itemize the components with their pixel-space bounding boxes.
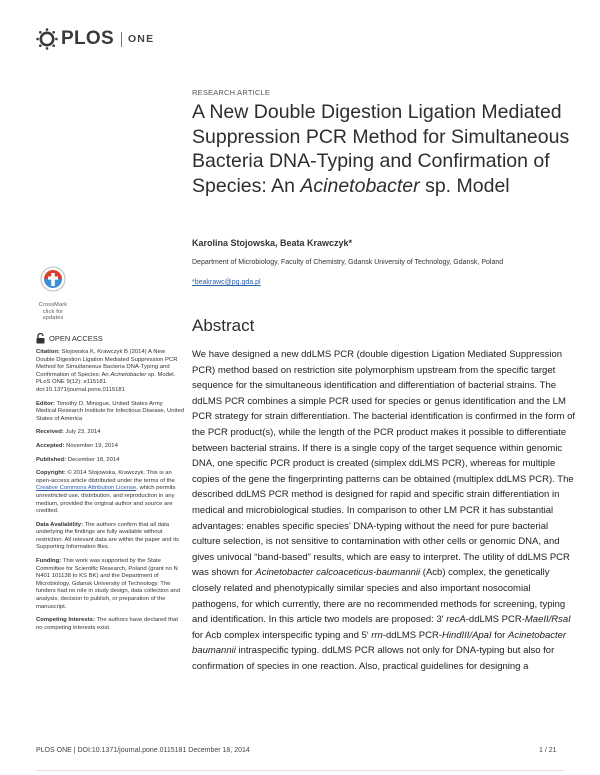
- article-metadata-sidebar: [36, 349, 184, 638]
- funding-block: Funding: This work was supported by the State Committee for Scientific Research, Poland (grant no N N401 101138 to KS BK) and the Department of Microbiology, Gdansk University of Technology. The funders had no role in study design, data collection and analysis, decision to publish, or preparation of the manuscript.: [36, 558, 181, 610]
- crossmark-label: CrossMark: [38, 302, 68, 308]
- competing-interests-block: Competing Interests: The authors have declared that no competing interests exist.: [36, 617, 178, 631]
- open-access-badge: [36, 333, 103, 344]
- author-list: Karolina Stojowska, Beata Krawczyk*: [192, 238, 353, 248]
- citation-block: Citation: Stojowska K, Krawczyk B (2014) A New Double Digestion Ligation Mediated Suppression PCR Method for Simultaneous Bacteria DNA-Typing and Confirmation of Species: An Acinetobacter sp. Model. PLoS ONE 9(12): e115181. doi:10.1371/journal.pone.0115181: [36, 349, 178, 393]
- license-link[interactable]: Creative Commons Attribution License: [36, 485, 137, 492]
- footer-citation: PLOS ONE | DOI:10.1371/journal.pone.0115181 December 18, 2014: [36, 747, 250, 754]
- journal-name: ONE: [127, 33, 155, 45]
- affiliation: Department of Microbiology, Faculty of Chemistry, Gdansk University of Technology, Gdansk, Poland: [192, 259, 504, 266]
- editor-block: Editor: Timothy D. Minogue, United States Army Medical Research Institute for Infectious Disease, United States of America: [36, 400, 184, 422]
- crossmark-badge[interactable]: [36, 266, 70, 321]
- article-title: A New Double Digestion Ligation Mediated Suppression PCR Method for Simultaneous Bacteria DNA-Typing and Confirmation of Species: An Acinetobacter sp. Model: [192, 101, 570, 198]
- plos-logo-icon: [36, 28, 58, 50]
- footer-divider: [36, 770, 564, 771]
- abstract-body: We have designed a new ddLMS PCR (double digestion Ligation Mediated Suppression PCR) method based on restriction site polymorphism upstream from the specific target sequence for the simultaneous identification and differentiation of bacterial strains. The ddLMS PCR combines a simple PCR used for species or genus identification and the LM PCR strategy for strain differentiation. The bacterial identification is confirmed in the form of the PCR product(s), while the length of the PCR product makes it possible to differentiate between bacterial strains. If there is a single copy of the target sequence within genomic DNA, one specific PCR product is created (simplex ddLMS PCR), whereas for multiple copies of the gene the fingerprinting patterns can be obtained (multiplex ddLMS PCR). The described ddLMS PCR method is designed for rapid and specific strain differentiation in medical and microbiological studies. In comparison to other LM PCR it has substantial advantages: enables specific species’ DNA-typing without the need for pure bacterial culture selection, is not sensitive to contamination with other cells or genomic DNA, and gives univocal “band-based” results, which are easy to interpret. The utility of ddLMS PCR was shown for Acinetobacter calcoaceticus-baumannii (Acb) complex, the genetically closely related and phenotypically similar species and also important nosocomial pathogens, for which currently, there are no recommended methods for screening, typing and identification. In this article two models are proposed: 3′ recA-ddLMS PCR-MaeII/RsaI for Acb complex interspecific typing and 5′ rrn-ddLMS PCR-HindIII/ApaI for Acinetobacter baumannii intraspecific typing. ddLMS PCR allows not only for DNA-typing but also for confirmation of species in one reaction. Also, practical guidelines for designing a: [192, 349, 575, 672]
- published-date: Published: December 18, 2014: [36, 456, 120, 463]
- logo-text: PLOS: [61, 28, 114, 49]
- received-date: Received: July 23, 2014: [36, 429, 101, 436]
- logo-divider: [121, 32, 122, 47]
- copyright-block: Copyright: © 2014 Stojowska, Krawczyk. This is an open-access article distributed under the terms of the Creative Commons Attribution License, which permits unrestricted use, distribution, and reproduction in any medium, provided the original author and source are credited.: [36, 470, 176, 515]
- abstract-heading: Abstract: [192, 316, 255, 335]
- accepted-date: Accepted: November 19, 2014: [36, 442, 118, 449]
- plos-logo[interactable]: [36, 28, 154, 50]
- crossmark-icon: [39, 266, 67, 296]
- open-access-label: OPEN ACCESS: [49, 334, 103, 343]
- open-lock-icon: [36, 333, 45, 344]
- data-availability-block: Data Availability: The authors confirm that all data underlying the findings are fully available without restriction. All relevant data are within the paper and its Supporting Information files.: [36, 521, 180, 551]
- article-type: RESEARCH ARTICLE: [192, 88, 271, 97]
- corresponding-email-link[interactable]: *beakrawc@pg.gda.pl: [192, 279, 261, 286]
- crossmark-sublabel: click for updates: [42, 309, 64, 321]
- page-number: 1 / 21: [539, 747, 557, 754]
